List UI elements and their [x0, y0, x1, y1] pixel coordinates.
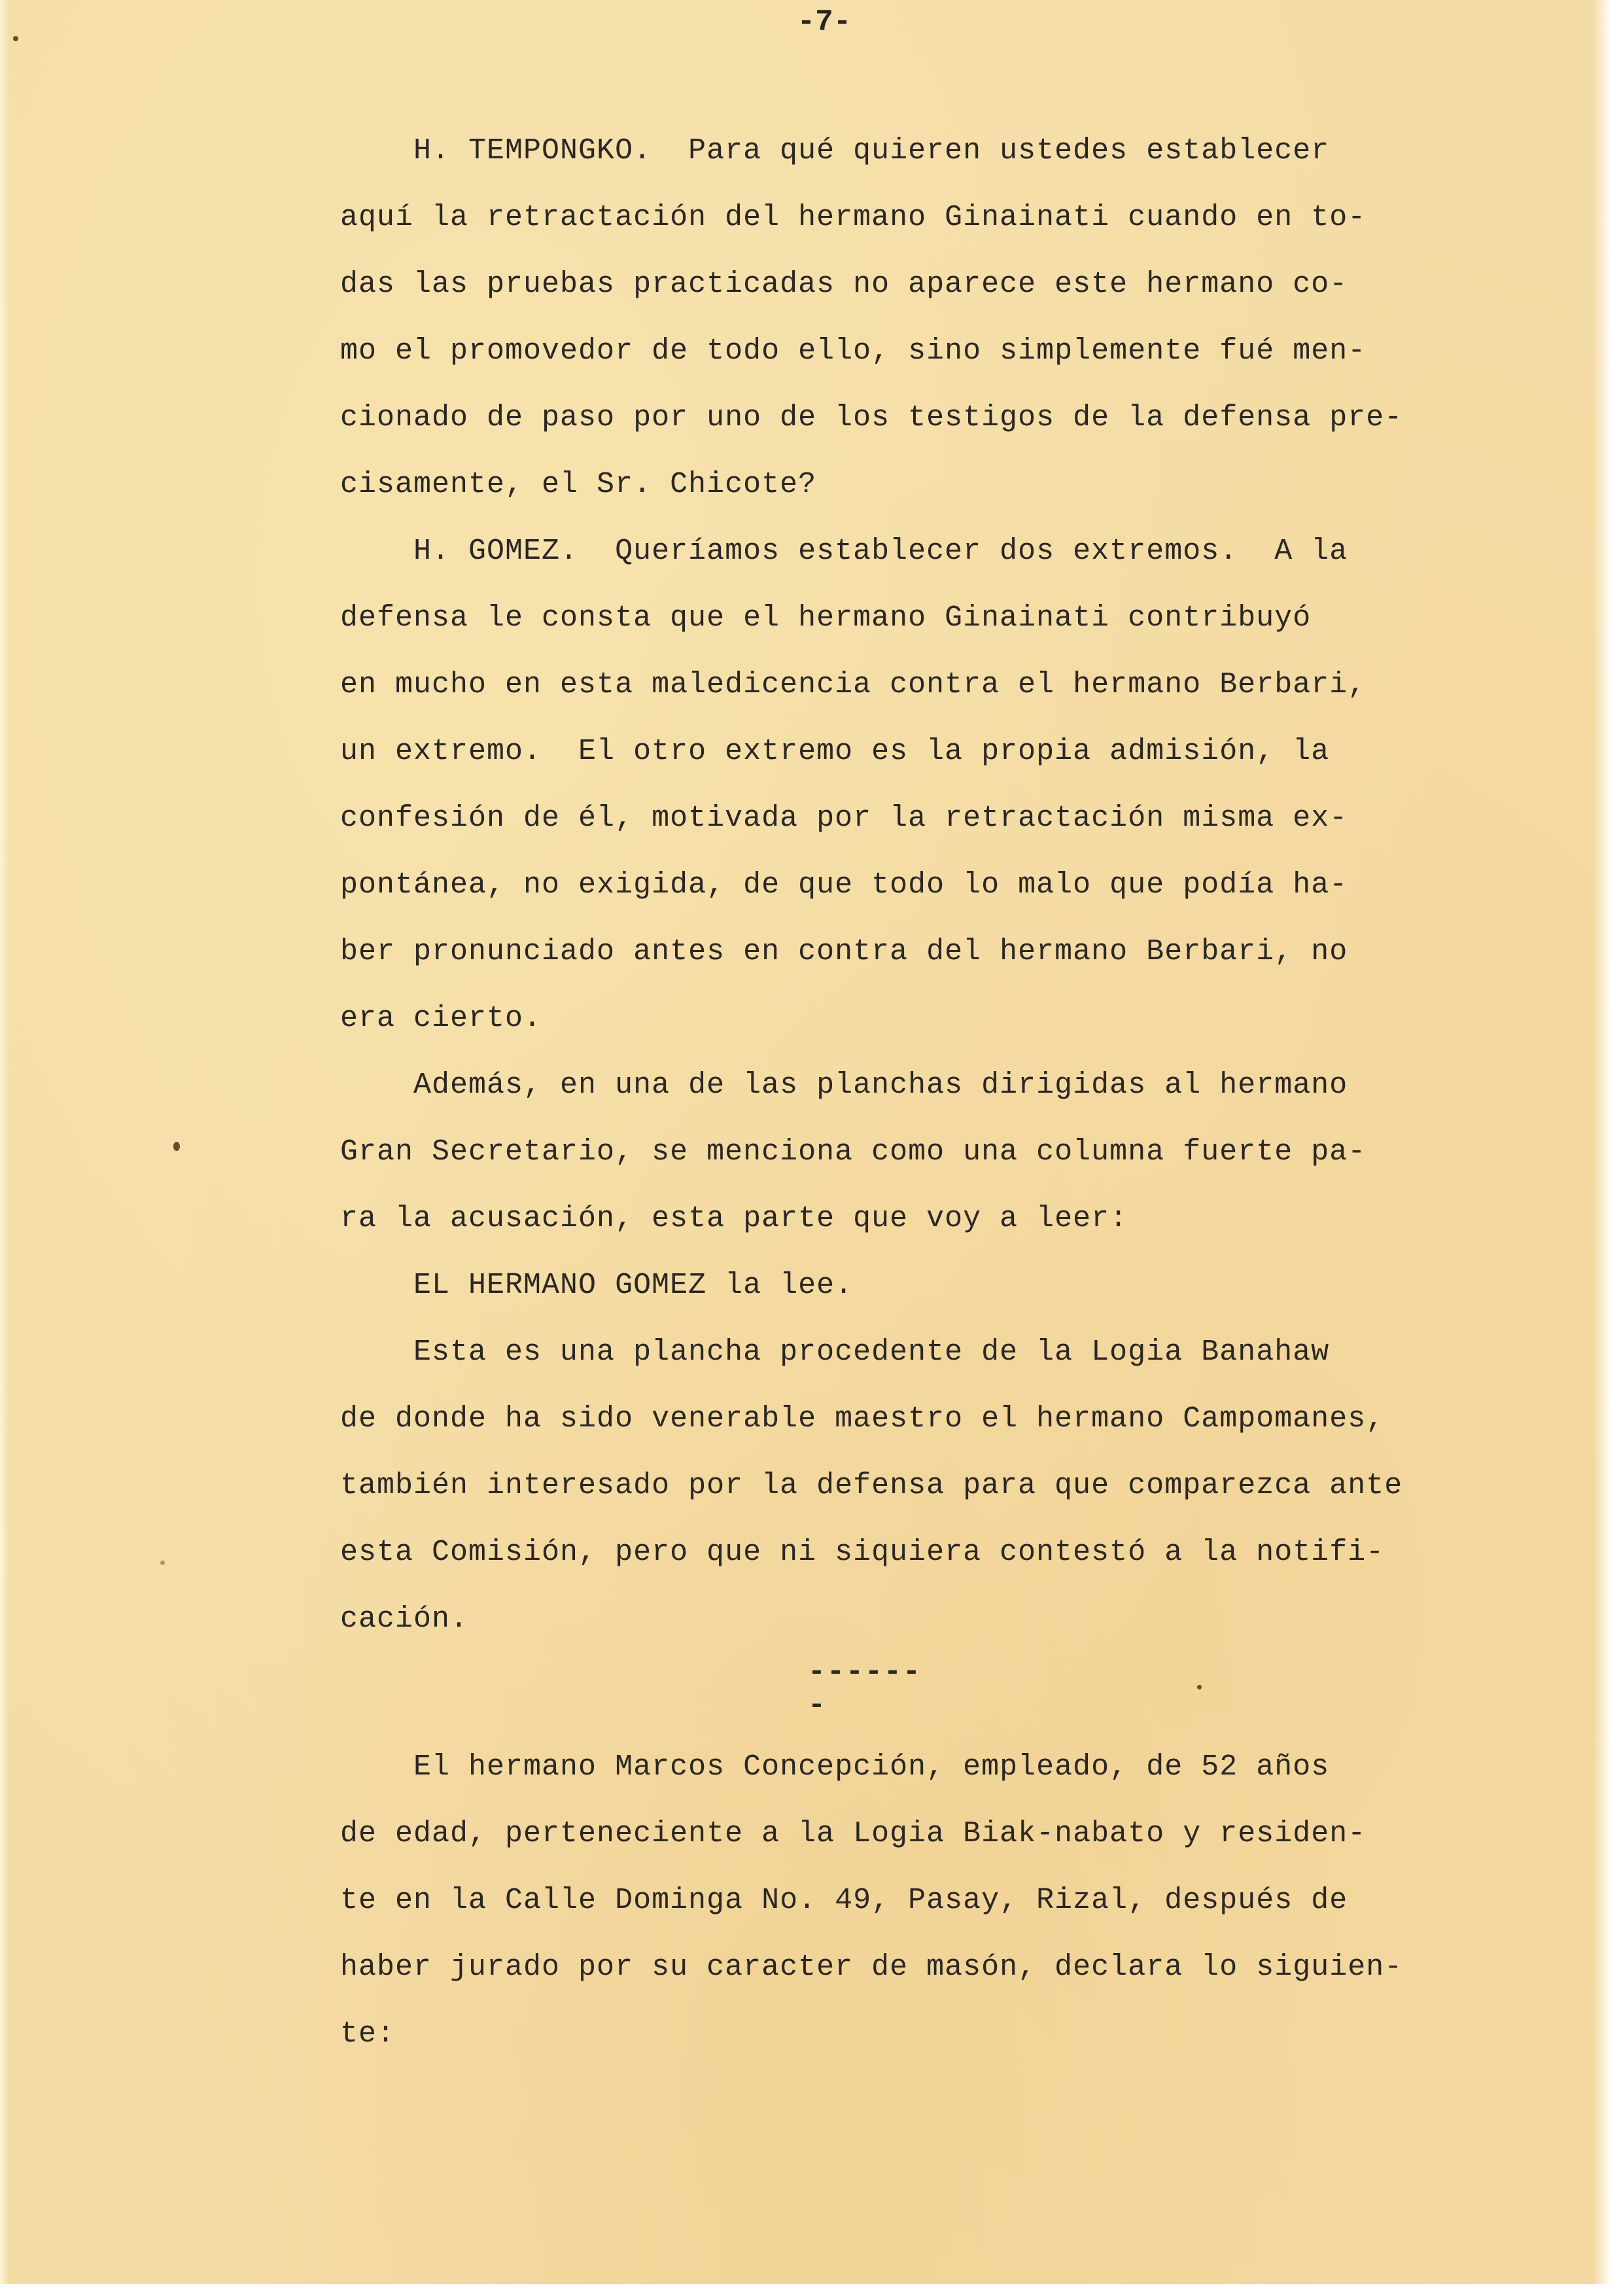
paper-speck [13, 36, 18, 41]
text-line: H. GOMEZ. Queríamos establecer dos extremos. A la [340, 535, 1348, 568]
text-line: de edad, perteneciente a la Logia Biak-nabato y residen- [340, 1817, 1367, 1850]
text-line: cación. [340, 1602, 469, 1636]
text-line: de donde ha sido venerable maestro el hermano Campomanes, [340, 1402, 1385, 1436]
text-line: confesión de él, motivada por la retractación misma ex- [340, 802, 1348, 835]
text-line: en mucho en esta maledicencia contra el hermano Berbari, [340, 668, 1367, 701]
text-line: H. TEMPONGKO. Para qué quieren ustedes establecer [340, 134, 1330, 168]
page-number: -7- [797, 5, 852, 39]
text-line: esta Comisión, pero que ni siquiera contestó a la notifi- [340, 1536, 1385, 1569]
text-line: El hermano Marcos Concepción, empleado, de 52 años [340, 1750, 1330, 1784]
text-line: te en la Calle Dominga No. 49, Pasay, Rizal, después de [340, 1884, 1348, 1917]
text-line: defensa le consta que el hermano Ginainati contribuyó [340, 601, 1312, 635]
text-line: también interesado por la defensa para que comparezca ante [340, 1469, 1403, 1502]
paper-speck [173, 1142, 180, 1151]
text-line: das las pruebas practicadas no aparece este hermano co- [340, 268, 1348, 301]
text-line: haber jurado por su caracter de masón, declara lo siguien- [340, 1951, 1403, 1984]
testimony-section-2 [340, 1734, 1518, 2068]
text-line: Esta es una plancha procedente de la Logia Banahaw [340, 1335, 1330, 1369]
paper-speck [160, 1561, 165, 1565]
text-line: Gran Secretario, se menciona como una columna fuerte pa- [340, 1135, 1367, 1169]
text-line: te: [340, 2017, 396, 2051]
text-line: mo el promovedor de todo ello, sino simplemente fué men- [340, 334, 1367, 368]
text-line: Además, en una de las planchas dirigidas al hermano [340, 1069, 1348, 1102]
paper-right-edge [1593, 0, 1619, 2296]
text-line: era cierto. [340, 1002, 542, 1035]
text-line: ra la acusación, esta parte que voy a leer: [340, 1202, 1128, 1235]
text-line: cionado de paso por uno de los testigos de la defensa pre- [340, 401, 1403, 434]
text-line: ber pronunciado antes en contra del hermano Berbari, no [340, 935, 1348, 968]
paper-speck [1197, 1685, 1202, 1689]
testimony-section-1 [340, 118, 1518, 1653]
text-line: aquí la retractación del hermano Ginainati cuando en to- [340, 201, 1367, 234]
text-line: cisamente, el Sr. Chicote? [340, 468, 817, 501]
text-line: pontánea, no exigida, de que todo lo malo que podía ha- [340, 868, 1348, 902]
paper-left-edge [0, 0, 9, 2296]
paper-bottom-edge [0, 2284, 1619, 2296]
text-line: un extremo. El otro extremo es la propia admisión, la [340, 735, 1330, 768]
section-separator: ------- [808, 1655, 922, 1722]
text-line: EL HERMANO GOMEZ la lee. [340, 1269, 854, 1302]
